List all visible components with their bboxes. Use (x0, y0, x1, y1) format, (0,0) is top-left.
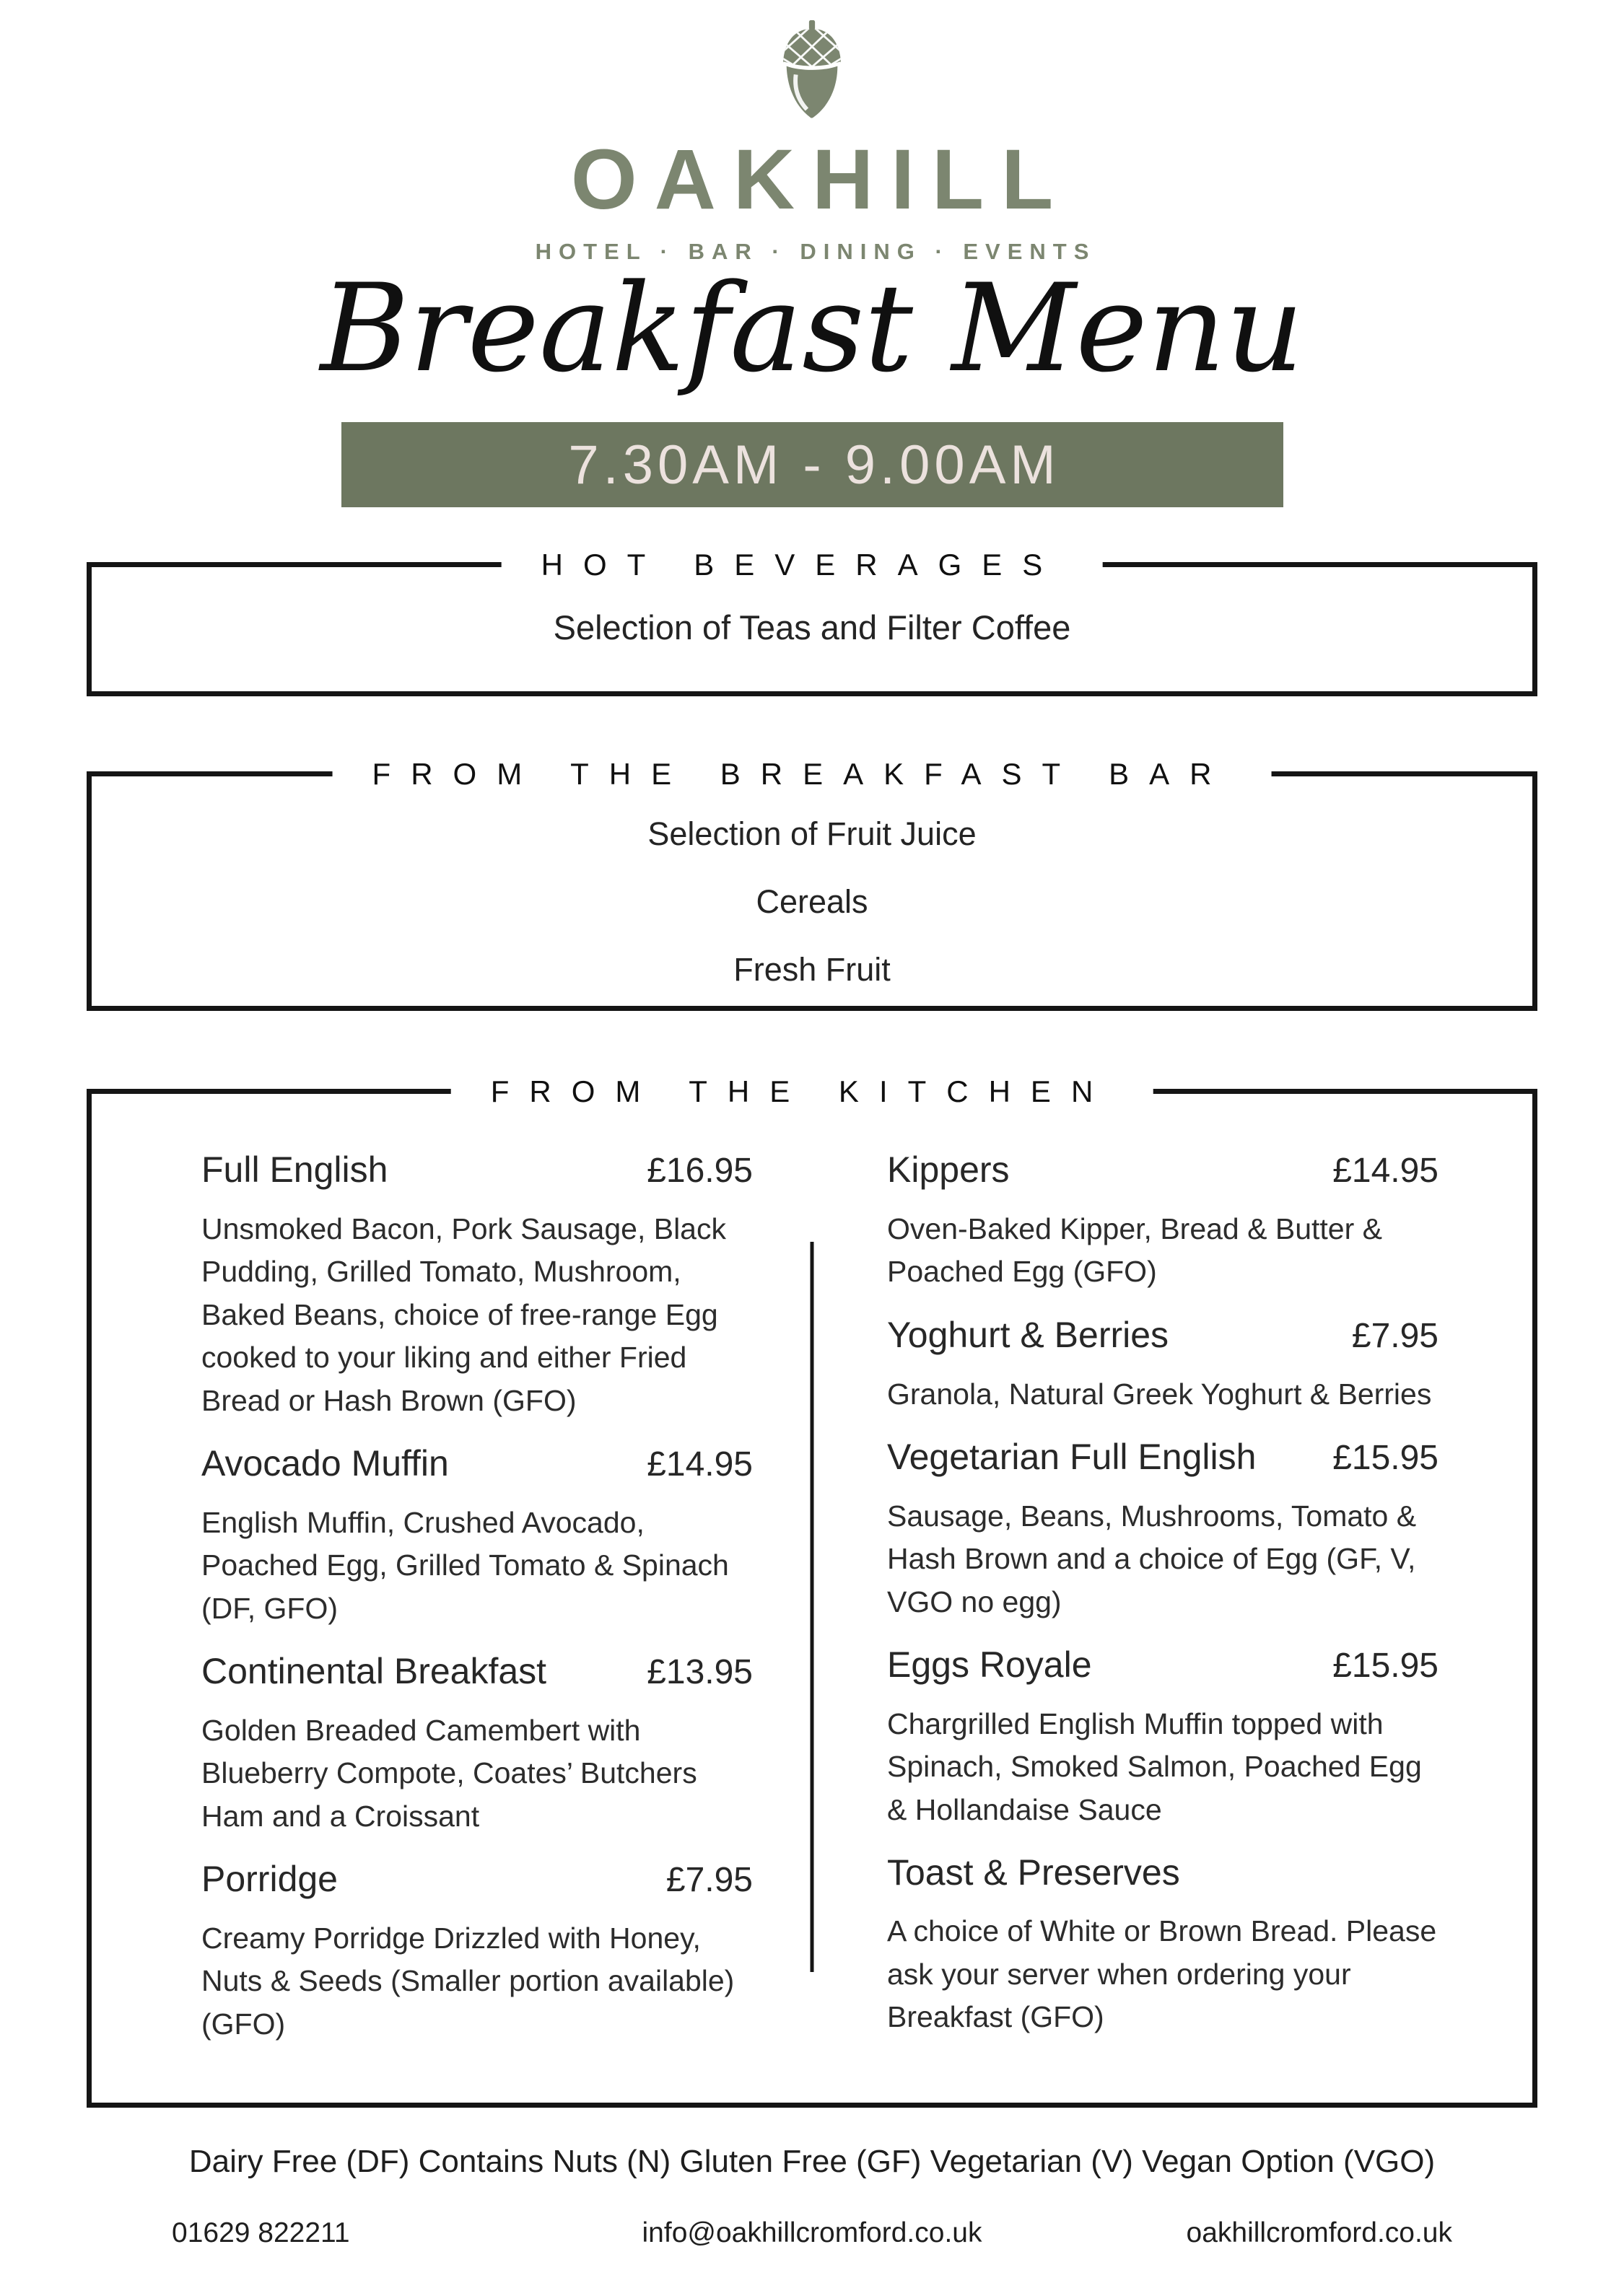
item-name: Yoghurt & Berries (887, 1314, 1169, 1355)
acorn-icon (769, 20, 855, 126)
menu-item-yoghurt-berries (887, 1315, 1439, 1416)
item-price: £7.95 (1351, 1316, 1439, 1355)
section-kitchen (87, 1074, 1537, 2108)
item-head (887, 1853, 1439, 1893)
item-price: £7.95 (665, 1861, 753, 1900)
phone-number: 01629 822211 (172, 2217, 350, 2249)
brand-tagline: HOTEL · BAR · DINING · EVENTS (535, 238, 1096, 264)
item-head (887, 1150, 1439, 1191)
item-description: Granola, Natural Greek Yoghurt & Berries (887, 1377, 1432, 1411)
item-description: Unsmoked Bacon, Pork Sausage, Black Pudding, Grilled Tomato, Mushroom, Baked Beans, choice of free-range Egg cooked to your liking and either Fried Bread or Hash Brown (GFO) (201, 1211, 726, 1417)
item-head (201, 1150, 753, 1191)
item-price: £13.95 (647, 1653, 753, 1692)
allergen-key: Dairy Free (DF) Contains Nuts (N) Gluten Free (GF) Vegetarian (V) Vegan Option (VGO) (188, 2144, 1436, 2180)
service-time-banner (341, 422, 1283, 507)
item-head (887, 1315, 1439, 1356)
menu-item-hot-beverage: Selection of Teas and Filter Coffee (553, 608, 1071, 647)
section-breakfast-bar (87, 757, 1537, 1011)
item-description: Oven-Baked Kipper, Bread & Butter & Poached Egg (GFO) (887, 1211, 1382, 1289)
item-description: Chargrilled English Muffin topped with Spinach, Smoked Salmon, Poached Egg & Hollandaise Sauce (887, 1706, 1422, 1826)
menu-item-porridge (201, 1859, 753, 2046)
item-description: English Muffin, Crushed Avocado, Poached Egg, Grilled Tomato & Spinach (DF, GFO) (201, 1505, 729, 1625)
menu-header (0, 0, 1624, 399)
item-price: £15.95 (1332, 1647, 1439, 1686)
item-price: £14.95 (647, 1445, 753, 1484)
item-description: Golden Breaded Camembert with Blueberry Compote, Coates’ Butchers Ham and a Croissant (201, 1713, 697, 1833)
kitchen-left-column (201, 1150, 753, 2067)
item-name: Vegetarian Full English (887, 1436, 1257, 1477)
email-address: info@oakhillcromford.co.uk (642, 2217, 982, 2249)
brand-name: OAKHILL (570, 132, 1071, 227)
item-description: A choice of White or Brown Bread. Please ask your server when ordering your Breakfast (GFO) (887, 1914, 1437, 2034)
menu-title: Breakfast Menu (320, 257, 1304, 399)
item-name: Porridge (201, 1859, 338, 1900)
column-divider (811, 1242, 814, 1972)
item-name: Avocado Muffin (201, 1443, 449, 1484)
contact-row (0, 2217, 1624, 2249)
item-head (201, 1859, 753, 1900)
kitchen-right-column (887, 1150, 1439, 2067)
item-price: £16.95 (647, 1152, 753, 1191)
item-price: £15.95 (1332, 1438, 1439, 1477)
section-title-hot-beverages: HOT BEVERAGES (502, 545, 1103, 585)
menu-item-full-english (201, 1150, 753, 1422)
item-name: Kippers (887, 1149, 1010, 1191)
menu-item-fruit-juice: Selection of Fruit Juice (647, 815, 977, 853)
menu-item-kippers (887, 1150, 1439, 1294)
item-head (887, 1645, 1439, 1686)
section-hot-beverages (87, 548, 1537, 696)
menu-item-fresh-fruit: Fresh Fruit (733, 951, 891, 989)
item-name: Toast & Preserves (887, 1852, 1180, 1893)
section-title-kitchen: FROM THE KITCHEN (451, 1072, 1153, 1112)
item-name: Continental Breakfast (201, 1651, 547, 1692)
menu-item-avocado-muffin (201, 1444, 753, 1630)
section-title-breakfast-bar: FROM THE BREAKFAST BAR (333, 755, 1272, 794)
item-head (201, 1652, 753, 1692)
service-time: 7.30AM - 9.00AM (568, 434, 1060, 496)
website-url: oakhillcromford.co.uk (1186, 2217, 1452, 2249)
item-head (201, 1444, 753, 1484)
item-head (887, 1437, 1439, 1478)
item-name: Full English (201, 1149, 388, 1191)
menu-item-cereals: Cereals (756, 883, 868, 921)
menu-item-continental-breakfast (201, 1652, 753, 1838)
menu-item-eggs-royale (887, 1645, 1439, 1831)
menu-item-vegetarian-full-english (887, 1437, 1439, 1624)
item-name: Eggs Royale (887, 1644, 1092, 1686)
item-price: £14.95 (1332, 1152, 1439, 1191)
item-description: Sausage, Beans, Mushrooms, Tomato & Hash Brown and a choice of Egg (GF, V, VGO no egg) (887, 1499, 1417, 1618)
menu-item-toast-preserves (887, 1853, 1439, 2038)
item-description: Creamy Porridge Drizzled with Honey, Nuts & Seeds (Smaller portion available) (GFO) (201, 1922, 735, 2041)
